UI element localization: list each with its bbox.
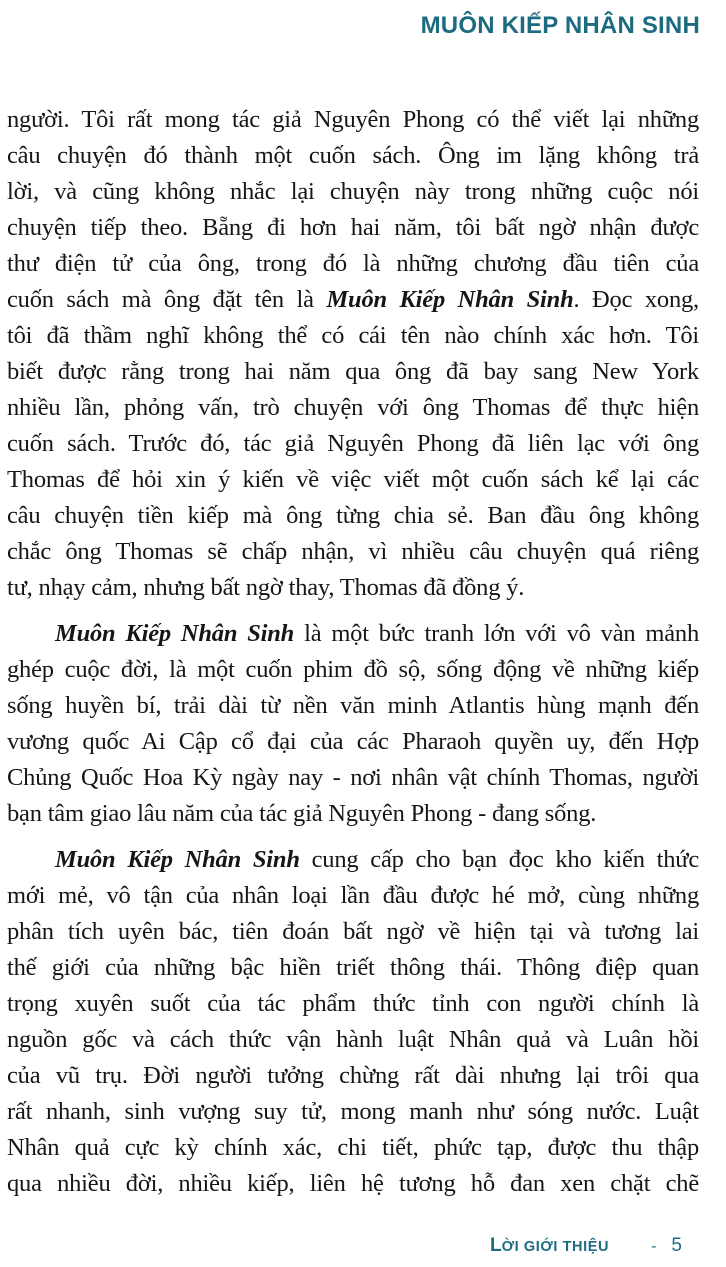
text-line xyxy=(7,950,699,986)
text-line xyxy=(7,760,699,796)
footer-section-rest: ỜI GIỚI THIỆU xyxy=(501,1239,610,1255)
text-line xyxy=(7,426,699,462)
text-line xyxy=(7,842,699,878)
text-line xyxy=(7,174,699,210)
text-line xyxy=(7,688,699,724)
text-line xyxy=(7,878,699,914)
text-line xyxy=(7,246,699,282)
footer-separator: - xyxy=(651,1238,657,1255)
text-segment: Thomas để hỏi xin ý kiến về việc viết một cuốn sách kể lại các xyxy=(7,466,699,493)
text-segment: lời, và cũng không nhắc lại chuyện này trong những cuộc nói xyxy=(7,178,699,205)
text-segment: chuyện tiếp theo. Bẵng đi hơn hai năm, tôi bất ngờ nhận được xyxy=(7,214,699,241)
text-segment: người. Tôi rất mong tác giả Nguyên Phong có thể viết lại những xyxy=(7,106,699,133)
text-segment: câu chuyện tiền kiếp mà ông từng chia sẻ. Ban đầu ông không xyxy=(7,502,699,529)
page-number: 5 xyxy=(671,1235,682,1256)
text-segment: ghép cuộc đời, là một cuốn phim đồ sộ, sống động về những kiếp xyxy=(7,656,699,683)
book-title-emphasis: Muôn Kiếp Nhân Sinh xyxy=(55,620,295,647)
text-line xyxy=(7,1094,699,1130)
text-segment: qua nhiều đời, nhiều kiếp, liên hệ tương hỗ đan xen chặt chẽ xyxy=(7,1170,699,1197)
text-line xyxy=(7,210,699,246)
text-segment: bạn tâm giao lâu năm của tác giả Nguyên Phong - đang sống. xyxy=(7,800,597,827)
text-line xyxy=(7,652,699,688)
text-segment: tư, nhạy cảm, nhưng bất ngờ thay, Thomas đã đồng ý. xyxy=(7,574,525,601)
text-segment: mới mẻ, vô tận của nhân loại lần đầu được hé mở, cùng những xyxy=(7,882,699,909)
text-line xyxy=(7,318,699,354)
text-segment: Nhân quả cực kỳ chính xác, chi tiết, phức tạp, được thu thập xyxy=(7,1134,699,1161)
text-line xyxy=(7,282,699,318)
paragraph xyxy=(7,616,699,832)
text-line xyxy=(7,724,699,760)
page-body xyxy=(7,102,699,1202)
text-segment: . Đọc xong, xyxy=(573,286,699,313)
text-segment: vương quốc Ai Cập cổ đại của các Pharaoh quyền uy, đến Hợp xyxy=(7,728,699,755)
text-segment: nhiều lần, phỏng vấn, trò chuyện với ông Thomas để thực hiện xyxy=(7,394,699,421)
text-line xyxy=(7,1130,699,1166)
text-segment: thư điện tử của ông, trong đó là những chương đầu tiên của xyxy=(7,250,699,277)
book-title-emphasis: Muôn Kiếp Nhân Sinh xyxy=(326,286,574,313)
text-segment: tôi đã thầm nghĩ không thể có cái tên nào chính xác hơn. Tôi xyxy=(7,322,699,349)
book-title-emphasis: Muôn Kiếp Nhân Sinh xyxy=(55,846,300,873)
text-line xyxy=(7,354,699,390)
text-segment: của vũ trụ. Đời người tưởng chừng rất dài nhưng lại trôi qua xyxy=(7,1062,699,1089)
page-footer xyxy=(490,1235,682,1257)
footer-section-title xyxy=(490,1235,609,1257)
paragraph xyxy=(7,102,699,606)
text-segment: thế giới của những bậc hiền triết thông thái. Thông điệp quan xyxy=(7,954,699,981)
text-segment: cuốn sách. Trước đó, tác giả Nguyên Phong đã liên lạc với ông xyxy=(7,430,699,457)
text-line xyxy=(7,914,699,950)
text-line xyxy=(7,534,699,570)
paragraph xyxy=(7,842,699,1202)
running-header-title: MUÔN KIẾP NHÂN SINH xyxy=(420,12,700,39)
text-segment: biết được rằng trong hai năm qua ông đã bay sang New York xyxy=(7,358,699,385)
text-line xyxy=(7,390,699,426)
text-segment: cuốn sách mà ông đặt tên là xyxy=(7,286,327,313)
text-line xyxy=(7,570,699,606)
text-line xyxy=(7,498,699,534)
text-line xyxy=(7,1022,699,1058)
text-line xyxy=(7,796,699,832)
text-line xyxy=(7,138,699,174)
text-segment: nguồn gốc và cách thức vận hành luật Nhân quả và Luân hồi xyxy=(7,1026,699,1053)
text-segment: câu chuyện đó thành một cuốn sách. Ông im lặng không trả xyxy=(7,142,699,169)
text-line xyxy=(7,986,699,1022)
text-segment: chắc ông Thomas sẽ chấp nhận, vì nhiều câu chuyện quá riêng xyxy=(7,538,699,565)
text-line xyxy=(7,616,699,652)
text-segment: cung cấp cho bạn đọc kho kiến thức xyxy=(299,846,699,873)
text-line xyxy=(7,462,699,498)
text-segment: sống huyền bí, trải dài từ nền văn minh Atlantis hùng mạnh đến xyxy=(7,692,699,719)
text-segment: trọng xuyên suốt của tác phẩm thức tỉnh con người chính là xyxy=(7,990,699,1017)
text-segment: Chủng Quốc Hoa Kỳ ngày nay - nơi nhân vật chính Thomas, người xyxy=(7,764,699,791)
text-line xyxy=(7,102,699,138)
footer-section-first: L xyxy=(490,1235,502,1256)
text-segment: là một bức tranh lớn với vô vàn mảnh xyxy=(294,620,699,647)
text-segment: phân tích uyên bác, tiên đoán bất ngờ về hiện tại và tương lai xyxy=(7,918,699,945)
text-segment: rất nhanh, sinh vượng suy tử, mong manh như sóng nước. Luật xyxy=(7,1098,699,1125)
text-line xyxy=(7,1166,699,1202)
text-line xyxy=(7,1058,699,1094)
